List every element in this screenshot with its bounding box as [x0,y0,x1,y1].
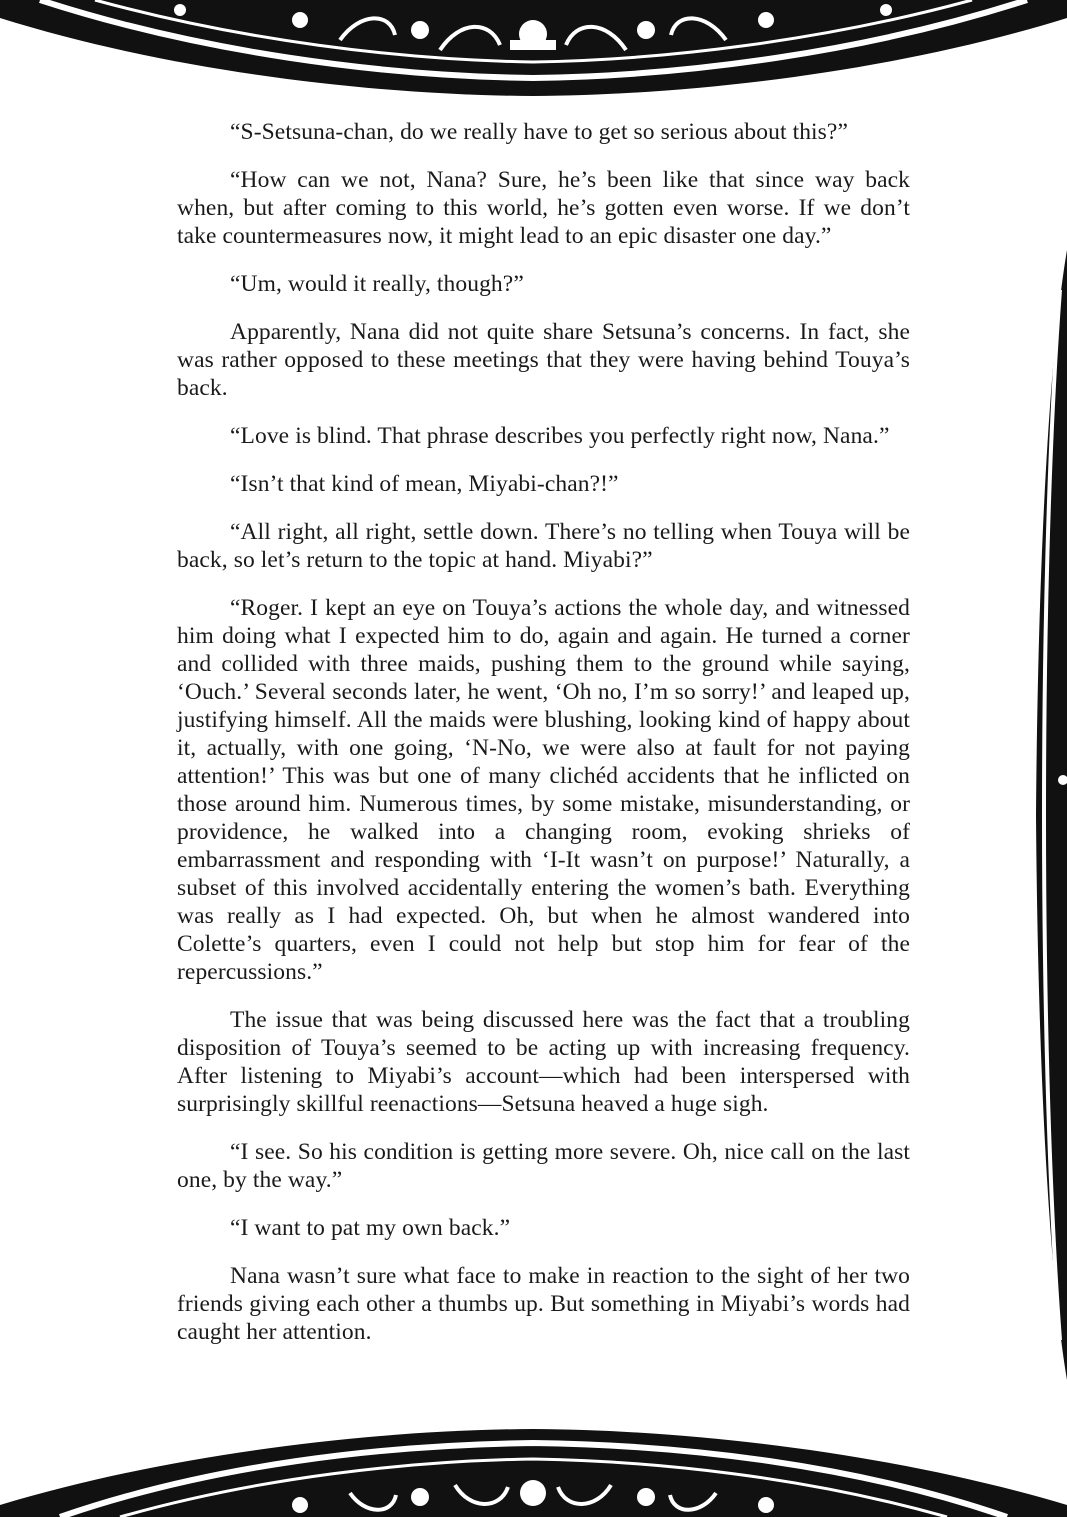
paragraph: The issue that was being discussed here was the fact that a troubling disposition of Touya’s seemed to be acting up with increasing frequency. After listening to Miyabi’s account—which had been interspersed with surprisingly skillful reenactions—Setsuna heaved a huge sigh. [177,1007,910,1117]
paragraph: “Roger. I kept an eye on Touya’s actions the whole day, and witnessed him doing what I expected him to do, again and again. He turned a corner and collided with three maids, pushing them to the ground while saying, ‘Ouch.’ Several seconds later, he went, ‘Oh no, I’m so sorry!’ and leaped up, justifying himself. All the maids were blushing, looking kind of happy about it, actually, with one going, ‘N-No, we were also at fault for not paying attention!’ This was but one of many clichéd accidents that he inflicted on those around him. Numerous times, by some mistake, misunderstanding, or providence, he walked into a changing room, evoking shrieks of embarrassment and responding with ‘I-It wasn’t on purpose!’ Naturally, a subset of this involved accidentally entering the women’s bath. Everything was really as I had expected. Oh, but when he almost wandered into Colette’s quarters, even I could not help but stop him for fear of the repercussions.” [177,595,910,985]
paragraph: “Um, would it really, though?” [230,271,524,297]
right-ornament-icon [1030,250,1067,1380]
paragraph: “Love is blind. That phrase describes you perfectly right now, Nana.” [230,423,890,449]
paragraph: Apparently, Nana did not quite share Setsuna’s concerns. In fact, she was rather opposed to these meetings that they were having behind Touya’s back. [177,319,910,401]
bottom-ornament-icon [0,1425,1067,1517]
body-text [177,118,910,1366]
paragraph: Nana wasn’t sure what face to make in reaction to the sight of her two friends giving each other a thumbs up. But something in Miyabi’s words had caught her attention. [177,1263,910,1345]
paragraph: “All right, all right, settle down. There’s no telling when Touya will be back, so let’s return to the topic at hand. Miyabi?” [177,519,910,573]
paragraph: “Isn’t that kind of mean, Miyabi-chan?!” [230,471,619,497]
paragraph: “I see. So his condition is getting more severe. Oh, nice call on the last one, by the way.” [177,1139,910,1193]
top-ornament-icon [0,0,1067,110]
paragraph: “I want to pat my own back.” [230,1215,511,1241]
paragraph: “How can we not, Nana? Sure, he’s been like that since way back when, but after coming to this world, he’s gotten even worse. If we don’t take countermeasures now, it might lead to an epic disaster one day.” [177,167,910,249]
paragraph: “S-Setsuna-chan, do we really have to get so serious about this?” [230,119,848,145]
